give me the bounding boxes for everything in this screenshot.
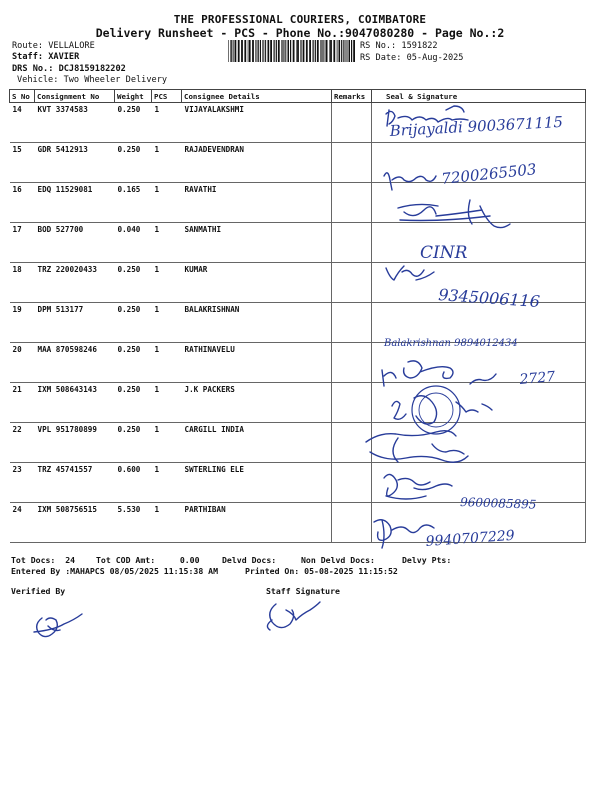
barcode-bar [315, 40, 316, 62]
barcode-bar [322, 40, 323, 62]
barcode [228, 40, 356, 62]
barcode-bar [265, 40, 266, 62]
barcode-bar [329, 40, 330, 62]
cell-sno: 19 [10, 303, 35, 343]
cell-consignee: J.K PACKERS [182, 383, 332, 423]
cell-seal [372, 103, 586, 143]
barcode-bar [230, 40, 231, 62]
table-row [10, 303, 586, 343]
handwritten-row-19: Balakrishnan 9894012434 [384, 338, 518, 349]
cell-consignment: MAA 870598246 [35, 343, 115, 383]
barcode-bar [347, 40, 348, 62]
drs-number: DRS No.: DCJ8159182202 [12, 64, 126, 74]
barcode-bar [296, 40, 297, 62]
cell-weight: 0.250 [115, 343, 152, 383]
table-row [10, 183, 586, 223]
barcode-bar [351, 40, 352, 62]
cell-remarks [332, 143, 372, 183]
cell-sno: 21 [10, 383, 35, 423]
barcode-bar [313, 40, 314, 62]
col-pcs: PCS [152, 90, 182, 103]
cell-sno: 14 [10, 103, 35, 143]
cell-weight: 0.250 [115, 103, 152, 143]
cell-remarks [332, 383, 372, 423]
barcode-bar [288, 40, 289, 62]
barcode-bar [341, 40, 342, 62]
cell-seal [372, 423, 586, 463]
cell-remarks [332, 303, 372, 343]
cell-seal [372, 343, 586, 383]
barcode-bar [228, 40, 229, 62]
barcode-bar [249, 40, 251, 62]
barcode-bar [317, 40, 319, 62]
barcode-bar [235, 40, 237, 62]
entered-by: Entered By :MAHAPCS 08/05/2025 11:15:38 AM [11, 566, 219, 576]
cell-consignment: BOD 527700 [35, 223, 115, 263]
cell-consignment: TRZ 220020433 [35, 263, 115, 303]
cell-pcs: 1 [152, 343, 182, 383]
cell-pcs: 1 [152, 143, 182, 183]
barcode-bar [267, 40, 268, 62]
barcode-bar [244, 40, 246, 62]
cell-sno: 17 [10, 223, 35, 263]
staff-signature-label: Staff Signature [266, 586, 340, 596]
cell-seal [372, 503, 586, 543]
col-consignment: Consignment No [35, 90, 115, 103]
barcode-bar [303, 40, 305, 62]
handwritten-row-18: 9345006116 [437, 285, 541, 312]
barcode-bar [252, 40, 254, 62]
barcode-bar [330, 40, 332, 62]
cell-sno: 22 [10, 423, 35, 463]
cell-consignment: DPM 513177 [35, 303, 115, 343]
cell-consignment: TRZ 45741557 [35, 463, 115, 503]
handwritten-row-20: 2727 [518, 368, 556, 388]
barcode-bar [338, 40, 339, 62]
runsheet-table [9, 89, 586, 543]
staff-signature [267, 602, 320, 630]
cell-weight: 0.165 [115, 183, 152, 223]
verified-by-signature [34, 614, 82, 637]
cell-weight: 0.250 [115, 383, 152, 423]
cell-seal [372, 143, 586, 183]
cell-pcs: 1 [152, 383, 182, 423]
barcode-bar [348, 40, 349, 62]
barcode-bar [353, 40, 355, 62]
barcode-bar [274, 40, 275, 62]
non-delvd-docs: Non Delvd Docs: [301, 555, 375, 565]
tot-docs: Tot Docs: 24 [11, 555, 76, 565]
cell-consignee: SWTERLING ELE [182, 463, 332, 503]
table-row [10, 503, 586, 543]
cell-consignment: EDQ 11529081 [35, 183, 115, 223]
col-weight: Weight [115, 90, 152, 103]
cell-consignee: CARGILL INDIA [182, 423, 332, 463]
runsheet-subtitle: Delivery Runsheet - PCS - Phone No.:9047080280 - Page No.:2 [95, 26, 505, 40]
table-row [10, 423, 586, 463]
table-row [10, 143, 586, 183]
barcode-bar [281, 40, 282, 62]
route-label: Route: VELLALORE [12, 41, 95, 51]
printed-on: Printed On: 05-08-2025 11:15:52 [245, 566, 398, 576]
cell-consignee: RAVATHI [182, 183, 332, 223]
cell-consignee: VIJAYALAKSHMI [182, 103, 332, 143]
barcode-bar [325, 40, 326, 62]
cell-consignee: SANMATHI [182, 223, 332, 263]
barcode-bar [268, 40, 269, 62]
barcode-bar [260, 40, 261, 62]
col-consignee: Consignee Details [182, 90, 332, 103]
cell-weight: 0.040 [115, 223, 152, 263]
barcode-bar [283, 40, 284, 62]
cell-weight: 0.250 [115, 423, 152, 463]
cell-remarks [332, 423, 372, 463]
barcode-bar [231, 40, 232, 62]
delvy-pts: Delvy Pts: [402, 555, 452, 565]
barcode-bar [349, 40, 350, 62]
barcode-bar [300, 40, 301, 62]
cell-pcs: 1 [152, 183, 182, 223]
barcode-bar [276, 40, 277, 62]
barcode-bar [339, 40, 340, 62]
cell-seal [372, 263, 586, 303]
cell-sno: 16 [10, 183, 35, 223]
handwritten-row-14: Brijayaldi 9003671115 [389, 112, 564, 140]
cell-pcs: 1 [152, 463, 182, 503]
barcode-bar [258, 40, 259, 62]
staff-label: Staff: XAVIER [12, 52, 80, 62]
barcode-bar [320, 40, 321, 62]
table-row [10, 223, 586, 263]
barcode-bar [278, 40, 280, 62]
cell-sno: 20 [10, 343, 35, 383]
barcode-bar [282, 40, 283, 62]
cell-seal [372, 383, 586, 423]
cell-consignment: GDR 5412913 [35, 143, 115, 183]
col-remarks: Remarks [332, 90, 372, 103]
cell-remarks [332, 503, 372, 543]
barcode-bar [255, 40, 256, 62]
cell-sno: 18 [10, 263, 35, 303]
barcode-bar [233, 40, 234, 62]
table-row [10, 343, 586, 383]
cell-remarks [332, 463, 372, 503]
barcode-bar [306, 40, 308, 62]
cell-weight: 0.250 [115, 303, 152, 343]
vehicle-label: Vehicle: Two Wheeler Delivery [17, 75, 168, 85]
table-row [10, 263, 586, 303]
barcode-bar [241, 40, 243, 62]
cell-seal [372, 303, 586, 343]
cell-consignment: VPL 951780899 [35, 423, 115, 463]
cell-sno: 15 [10, 143, 35, 183]
barcode-bar [257, 40, 258, 62]
cell-pcs: 1 [152, 303, 182, 343]
cell-seal [372, 463, 586, 503]
barcode-bar [285, 40, 286, 62]
cell-consignee: KUMAR [182, 263, 332, 303]
cell-pcs: 1 [152, 263, 182, 303]
handwritten-row-24: 9940707229 [425, 527, 516, 550]
verified-by-label: Verified By [11, 586, 66, 596]
barcode-bar [290, 40, 291, 62]
handwritten-row-23: 9600085895 [459, 495, 537, 512]
barcode-bar [321, 40, 322, 62]
handwritten-row-17: CINR [420, 243, 468, 263]
cell-sno: 24 [10, 503, 35, 543]
cell-remarks [332, 223, 372, 263]
table-header-row [10, 90, 586, 103]
cell-consignee: PARTHIBAN [182, 503, 332, 543]
cell-sno: 23 [10, 463, 35, 503]
barcode-bar [270, 40, 272, 62]
barcode-bar [337, 40, 338, 62]
cell-remarks [332, 103, 372, 143]
barcode-bar [262, 40, 263, 62]
tot-cod: Tot COD Amt: 0.00 [96, 555, 200, 565]
cell-consignment: KVT 3374583 [35, 103, 115, 143]
barcode-bar [248, 40, 249, 62]
handwritten-row-16: 7200265503 [440, 160, 538, 188]
cell-pcs: 1 [152, 103, 182, 143]
cell-remarks [332, 343, 372, 383]
cell-pcs: 1 [152, 503, 182, 543]
barcode-bar [346, 40, 347, 62]
cell-remarks [332, 263, 372, 303]
cell-consignee: BALAKRISHNAN [182, 303, 332, 343]
cell-weight: 0.600 [115, 463, 152, 503]
cell-consignment: IXM 508756515 [35, 503, 115, 543]
cell-consignment: IXM 508643143 [35, 383, 115, 423]
cell-consignee: RAJADEVENDRAN [182, 143, 332, 183]
barcode-bar [287, 40, 288, 62]
col-sno: S No [10, 90, 35, 103]
cell-weight: 0.250 [115, 143, 152, 183]
rs-date: RS Date: 05-Aug-2025 [360, 53, 464, 63]
barcode-bar [343, 40, 344, 62]
barcode-bar [263, 40, 264, 62]
table-row [10, 463, 586, 503]
delvd-docs: Delvd Docs: [222, 555, 277, 565]
barcode-bar [238, 40, 240, 62]
cell-remarks [332, 183, 372, 223]
company-title: THE PROFESSIONAL COURIERS, COIMBATORE [173, 13, 427, 26]
barcode-bar [326, 40, 328, 62]
barcode-bar [297, 40, 299, 62]
barcode-bar [333, 40, 335, 62]
cell-seal [372, 183, 586, 223]
cell-weight: 0.250 [115, 263, 152, 303]
table-row [10, 383, 586, 423]
barcode-bar [309, 40, 311, 62]
cell-weight: 5.530 [115, 503, 152, 543]
cell-pcs: 1 [152, 423, 182, 463]
col-seal-signature: Seal & Signature [372, 90, 586, 103]
cell-consignee: RATHINAVELU [182, 343, 332, 383]
rs-number: RS No.: 1591822 [360, 41, 438, 51]
cell-pcs: 1 [152, 223, 182, 263]
barcode-bar [293, 40, 295, 62]
cell-seal [372, 223, 586, 263]
table-row [10, 103, 586, 143]
